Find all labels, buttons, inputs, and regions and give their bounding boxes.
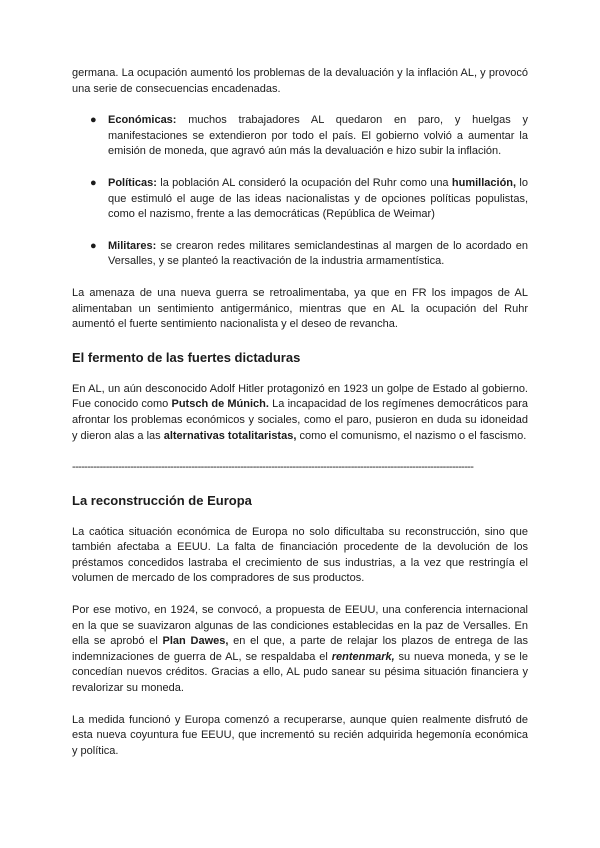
bullet-icon: ● <box>90 239 97 252</box>
consequences-list <box>72 113 528 270</box>
reconstruccion-paragraph-1: La caótica situación económica de Europa no solo dificultaba su reconstrucción, sino que también afectaba a EEUU. La falta de financiación procedente de la devolución de los préstamos concedidos lastraba el crecimiento de sus industrias, a la vez que restringía el volumen de mercado de los compradores de sus productos. <box>72 525 528 585</box>
emphasis: alternativas totalitaristas, <box>163 429 297 442</box>
list-item-economicas: ● Económicas: muchos trabajadores AL quedaron en paro, y huelgas y manifestaciones se extendieron por todo el país. El gobierno volvió a aumentar la emisión de moneda, que agravó aún más la devaluación e hizo subir la inflación. <box>90 114 528 158</box>
emphasis: Putsch de Múnich. <box>171 398 269 411</box>
threat-paragraph: La amenaza de una nueva guerra se retroalimentaba, ya que en FR los impagos de AL alimentaban un sentimiento antigermánico, mientras que en AL la ocupación del Ruhr aumentó el fuerte sentimiento nacionalista y el deseo de revancha. <box>72 286 528 331</box>
emphasis-italic: rentenmark, <box>331 650 395 663</box>
section-heading-reconstruccion: La reconstrucción de Europa <box>72 492 252 508</box>
reconstruccion-paragraph-2: Por ese motivo, en 1924, se convocó, a propuesta de EEUU, una conferencia internacional en la que se suavizaron algunas de las condiciones establecidas en la paz de Versalles. En ella se aprobó el Plan Dawes, en el que, a parte de relajar los plazos de entrega de las indemnizaciones de guerra de AL, se respaldaba el rentenmark, su nueva moneda, y se le concedían nuevos créditos. Gracias a ello, AL pudo sanear su pésima situación financiera y revalorizar su moneda. <box>72 604 528 695</box>
section-heading-dictaduras: El fermento de las fuertes dictaduras <box>72 349 301 365</box>
emphasis: humillación, <box>451 176 517 189</box>
document-page <box>72 66 528 759</box>
reconstruccion-paragraph-3: La medida funcionó y Europa comenzó a recuperarse, aunque quien realmente disfrutó de esta nueva coyuntura fue EEUU, que incrementó su recién adquirida hegemonía económica y política. <box>72 713 528 757</box>
dictaduras-paragraph: En AL, un aún desconocido Adolf Hitler protagonizó en 1923 un golpe de Estado al gobierno. Fue conocido como Putsch de Múnich. La incapacidad de los regímenes democráticos para afrontar los problemas económicos y sociales, como el paro, pusieron en duda su idoneidad y dieron alas a las alternativas totalitaristas, como el comunismo, el nazismo o el fascismo. <box>72 382 528 442</box>
spacer <box>72 223 528 239</box>
item-label: Económicas: <box>108 114 177 127</box>
list-item-politicas: ● Políticas: la población AL consideró la ocupación del Ruhr como una humillación, lo que estimuló el auge de las ideas nacionalistas y de opciones políticas populistas, como el nazismo, frente a las democráticas (República de Weimar) <box>90 176 528 221</box>
emphasis: Plan Dawes, <box>162 635 229 648</box>
bullet-icon: ● <box>90 176 97 189</box>
item-label: Políticas: <box>108 176 157 189</box>
bullet-icon: ● <box>90 114 97 127</box>
list-item-militares: ● Militares: se crearon redes militares semiclandestinas al margen de lo acordado en Versalles, y se planteó la reactivación de la industria armamentística. <box>90 239 528 268</box>
separator-line: ----------------------------------------------------------------------------------------------------------------------------------- <box>72 461 474 474</box>
spacer <box>72 160 528 176</box>
item-label: Militares: <box>108 239 157 252</box>
intro-paragraph: germana. La ocupación aumentó los problemas de la devaluación y la inflación AL, y provocó una serie de consecuencias encadenadas. <box>72 67 528 95</box>
